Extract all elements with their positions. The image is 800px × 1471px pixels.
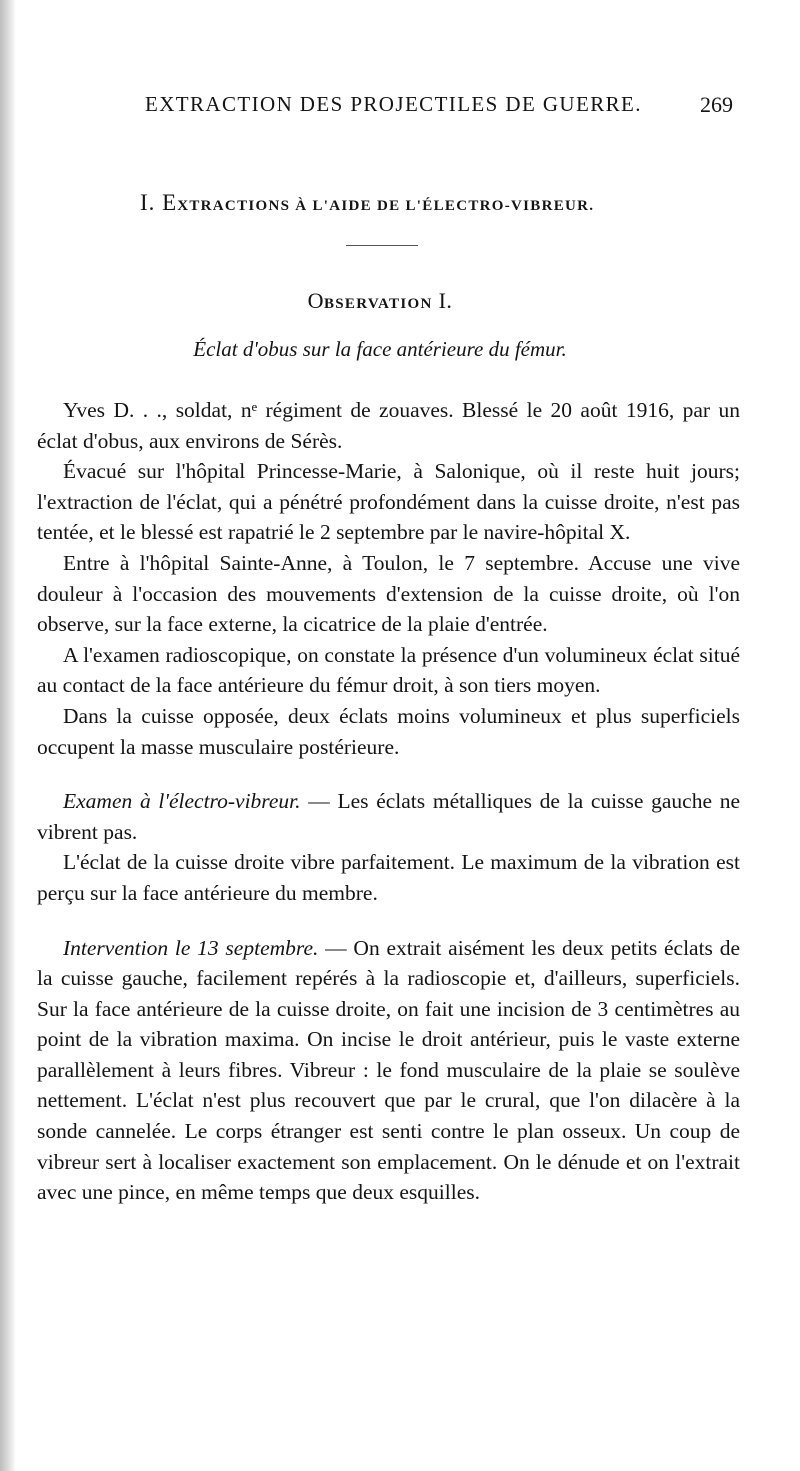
- paragraph-text: L'éclat de la cuisse droite vibre parfaitement. Le maximum de la vibration est perçu sur la face antérieure du membre.: [37, 850, 740, 905]
- running-title: EXTRACTION DES PROJECTILES DE GUERRE.: [145, 92, 642, 116]
- section-number: I.: [140, 190, 156, 215]
- observation-initial: O: [307, 288, 324, 313]
- paragraph: [37, 701, 740, 762]
- page-edge-shadow: [0, 0, 16, 1471]
- observation-title: [0, 288, 760, 314]
- section-divider: [346, 245, 418, 246]
- paragraph-text: Dans la cuisse opposée, deux éclats moins volumineux et plus superficiels occupent la masse musculaire postérieure.: [37, 703, 740, 759]
- paragraph: [37, 847, 740, 908]
- running-head: [0, 92, 800, 122]
- paragraph-text: Entre à l'hôpital Sainte-Anne, à Toulon, le 7 septembre. Accuse une vive douleur à l'occasion des mouvements d'extension de la cuisse droite, où l'on observe, sur la face externe, la cicatrice de la plaie d'entrée.: [37, 550, 740, 637]
- paragraph: [37, 548, 740, 640]
- paragraph: [37, 456, 740, 548]
- paragraph: [37, 933, 740, 1208]
- section-title-rest: XTRACTIONS À L'AIDE DE L'ÉLECTRO-VIBREUR.: [177, 198, 595, 214]
- section-title: [140, 190, 594, 216]
- paragraph-text: A l'examen radioscopique, on constate la présence d'un volumineux éclat situé au contact de la face antérieure du fémur droit, à son tiers moyen.: [37, 642, 740, 698]
- page-number: 269: [700, 92, 733, 117]
- observation-title-rest: BSERVATION: [323, 296, 433, 312]
- paragraph: [37, 395, 740, 456]
- paragraph-lead: Examen à l'électro-vibreur.: [63, 789, 301, 814]
- paragraph: [37, 640, 740, 701]
- paragraph-text: Évacué sur l'hôpital Princesse-Marie, à Salonique, où il reste huit jours; l'extraction de l'éclat, qui a pénétré profondément dans la cuisse droite, n'est pas tentée, et le blessé est rapatrié le 2 septembre par le navire-hôpital X.: [37, 459, 740, 545]
- observation-number: I.: [438, 288, 453, 313]
- paragraph-text: — On extrait aisément les deux petits éclats de la cuisse gauche, facilement repérés à la radioscopie et, d'ailleurs, superficiels. Sur la face antérieure de la cuisse droite, on fait une incision de 3 centimètres au point de la vibration maxima. On incise le droit antérieur, puis le vaste externe parallèlement à leurs fibres. Vibreur : le fond musculaire de la plaie se soulève nettement. L'éclat n'est plus recouvert que par le crural, que l'on dilacère à la sonde cannelée. Le corps étranger est senti contre le plan osseux. Un coup de vibreur sert à localiser exactement son emplacement. On le dénude et on l'extrait avec une pince, en même temps que deux esquilles.: [37, 935, 740, 1205]
- body-text: [37, 395, 740, 1208]
- paragraph: [37, 786, 740, 847]
- observation-subtitle: Éclat d'obus sur la face antérieure du fémur.: [193, 337, 567, 361]
- paragraph-text: — Les éclats métalliques de la cuisse gauche ne vibrent pas.: [37, 789, 741, 844]
- paragraph-lead: Intervention le 13 septembre.: [63, 935, 319, 960]
- paragraph-text: Yves D. . ., soldat, nᵉ régiment de zouaves. Blessé le 20 août 1916, par un éclat d'obus, aux environs de Sérès.: [37, 398, 740, 453]
- section-initial: E: [162, 190, 178, 215]
